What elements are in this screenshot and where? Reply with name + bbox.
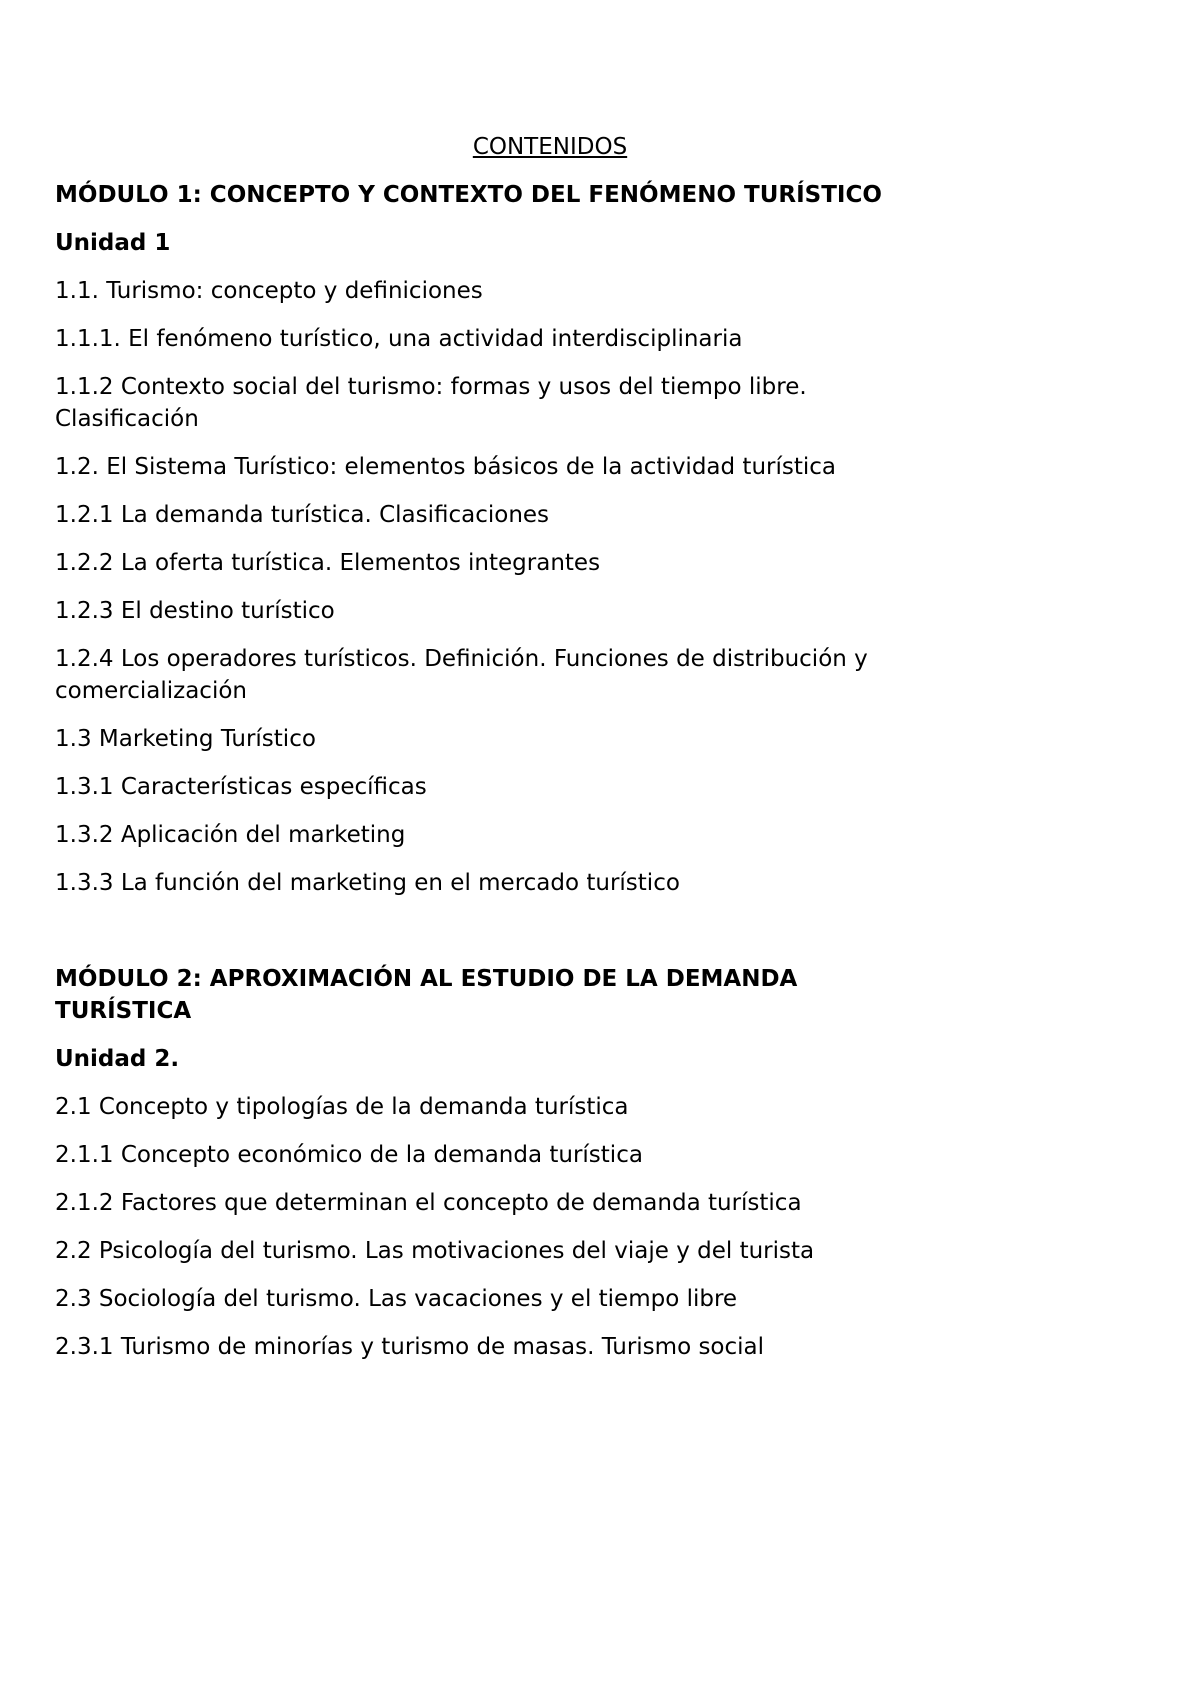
- module-2-items: [55, 1091, 935, 1363]
- list-item: 1.2. El Sistema Turístico: elementos básicos de la actividad turística: [55, 454, 837, 480]
- list-item: 1.1. Turismo: concepto y definiciones: [55, 278, 483, 304]
- list-item: 1.2.4 Los operadores turísticos. Definición. Funciones de distribución y comercialización: [55, 646, 868, 704]
- list-item: 1.2.1 La demanda turística. Clasificaciones: [55, 502, 550, 528]
- list-item: 2.1.2 Factores que determinan el concepto de demanda turística: [55, 1190, 802, 1216]
- list-item: 2.2 Psicología del turismo. Las motivaciones del viaje y del turista: [55, 1238, 815, 1264]
- unit-2-heading: Unidad 2.: [55, 1046, 180, 1072]
- module-2-heading: MÓDULO 2: APROXIMACIÓN AL ESTUDIO DE LA DEMANDA TURÍSTICA: [55, 966, 798, 1024]
- list-item: 2.3 Sociología del turismo. Las vacaciones y el tiempo libre: [55, 1286, 738, 1312]
- list-item: 1.3.3 La función del marketing en el mercado turístico: [55, 870, 680, 896]
- page-title: CONTENIDOS: [472, 134, 628, 160]
- list-item: 1.2.2 La oferta turística. Elementos integrantes: [55, 550, 601, 576]
- blank-line: [55, 915, 935, 947]
- list-item: 2.1.1 Concepto económico de la demanda turística: [55, 1142, 643, 1168]
- document-page: [55, 131, 935, 1379]
- list-item: 1.1.2 Contexto social del turismo: formas y usos del tiempo libre. Clasificación: [55, 374, 807, 432]
- list-item: 1.3 Marketing Turístico: [55, 726, 316, 752]
- list-item: 1.3.1 Características específicas: [55, 774, 427, 800]
- module-1-heading: MÓDULO 1: CONCEPTO Y CONTEXTO DEL FENÓMENO TURÍSTICO: [55, 182, 882, 208]
- list-item: 2.3.1 Turismo de minorías y turismo de masas. Turismo social: [55, 1334, 765, 1360]
- unit-1-heading: Unidad 1: [55, 230, 171, 256]
- list-item: 1.2.3 El destino turístico: [55, 598, 335, 624]
- list-item: 1.1.1. El fenómeno turístico, una actividad interdisciplinaria: [55, 326, 743, 352]
- list-item: 1.3.2 Aplicación del marketing: [55, 822, 406, 848]
- list-item: 2.1 Concepto y tipologías de la demanda turística: [55, 1094, 629, 1120]
- module-1-items: [55, 275, 935, 899]
